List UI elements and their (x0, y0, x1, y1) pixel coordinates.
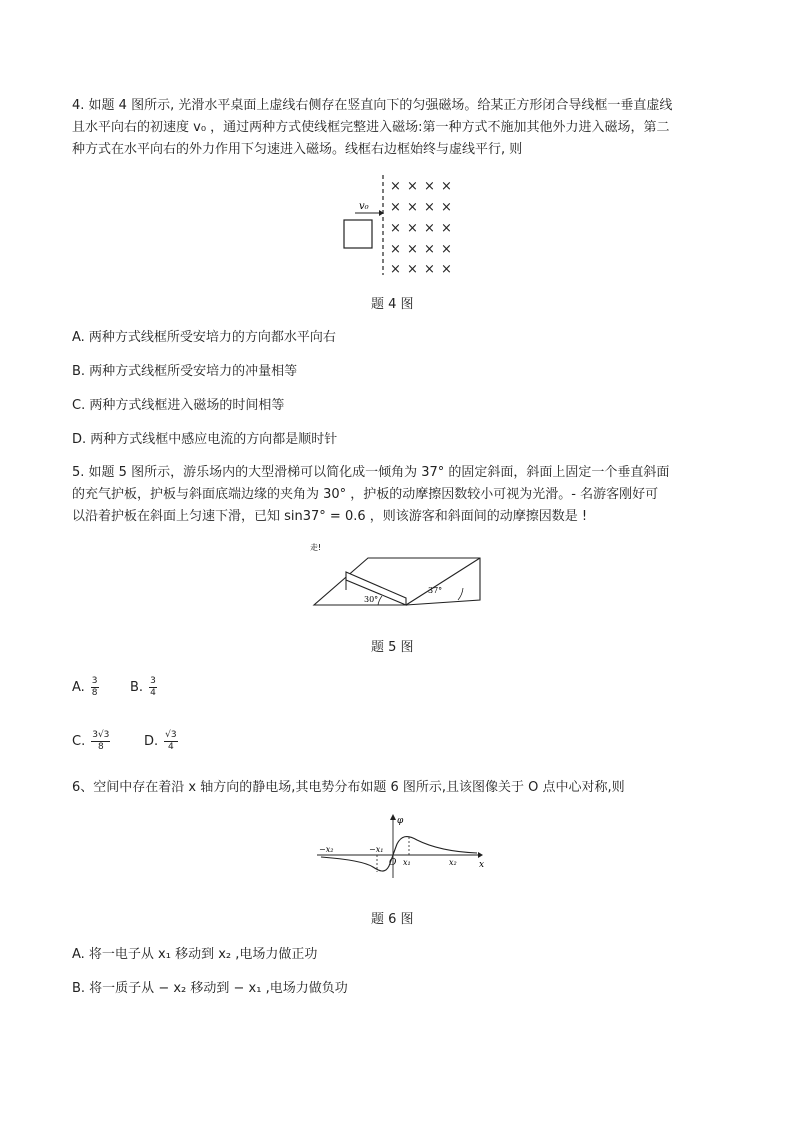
q4-line-1: 4. 如题 4 图所示, 光滑水平桌面上虚线右侧存在竖直向下的匀强磁场。给某正方形闭合导线框一垂直虚线 (72, 98, 673, 113)
x-label: x (479, 860, 485, 870)
numerator: 3 (91, 676, 98, 686)
option-letter: B. (130, 680, 144, 695)
svg-text:×: × (424, 262, 435, 277)
fraction-a (91, 676, 99, 699)
q4-line-2: 且水平向右的初速度 v₀ ，通过两种方式使线框完整进入磁场:第一种方式不施加其他外力进入磁场，第二 (72, 120, 670, 135)
q5-caption: 题 5 图 (371, 640, 414, 655)
q6-line-1: 6、空间中存在着沿 x 轴方向的静电场,其电势分布如题 6 图所示,且该图像关于 O 点中心对称,则 (72, 780, 625, 795)
q6-caption: 题 6 图 (371, 912, 414, 927)
fraction-b (149, 676, 157, 699)
q5-line-1: 5. 如题 5 图所示，游乐场内的大型滑梯可以简化成一倾角为 37° 的固定斜面，斜面上固定一个垂直斜面 (72, 465, 670, 480)
neg-x2-label: −x₂ (319, 845, 334, 854)
x1-label: x₁ (403, 858, 411, 867)
q5-line-3: 以沿着护板在斜面上匀速下滑，已知 sin37° = 0.6 ，则该游客和斜面间的动摩擦因数是 ! (72, 509, 588, 524)
q6-figure (313, 812, 485, 882)
svg-text:×: × (407, 221, 418, 236)
svg-text:×: × (390, 221, 401, 236)
q5-figure (308, 538, 488, 613)
velocity-label: v₀ (359, 201, 369, 212)
svg-text:×: × (424, 242, 435, 257)
q4-option-a[interactable]: A. 两种方式线框所受安培力的方向都水平向右 (72, 330, 336, 345)
angle-arc-30 (378, 596, 382, 605)
angle-label-30: 30° (364, 595, 379, 604)
svg-text:×: × (441, 200, 452, 215)
phi-label: φ (397, 816, 404, 826)
angle-arc-37 (458, 588, 463, 600)
svg-text:×: × (407, 262, 418, 277)
q5-line-2: 的充气护板，护板与斜面底端边缘的夹角为 30° ，护板的动摩擦因数较小可视为光滑。- 名游客刚好可 (72, 487, 659, 502)
fraction-c (91, 730, 110, 753)
q4-option-b[interactable]: B. 两种方式线框所受安培力的冲量相等 (72, 364, 298, 379)
svg-text:×: × (390, 262, 401, 277)
q4-figure (335, 170, 460, 280)
neg-x1-label: −x₁ (369, 845, 384, 854)
numerator: √3 (165, 730, 177, 740)
q4-line-3: 种方式在水平向右的外力作用下匀速进入磁场。线框右边框始终与虚线平行, 则 (72, 142, 523, 157)
x-axis-arrowhead (478, 852, 483, 858)
numerator: 3√3 (92, 730, 110, 740)
q5-option-a[interactable] (72, 676, 99, 699)
option-letter: D. (144, 734, 159, 749)
svg-text:×: × (407, 242, 418, 257)
figure-corner-mark: 走! (310, 543, 322, 552)
svg-text:×: × (424, 179, 435, 194)
option-letter: A. (72, 680, 85, 695)
svg-text:×: × (441, 262, 452, 277)
svg-text:×: × (407, 200, 418, 215)
option-letter: C. (72, 734, 86, 749)
svg-text:×: × (424, 200, 435, 215)
q5-option-b[interactable] (130, 676, 157, 699)
q4-option-d[interactable]: D. 两种方式线框中感应电流的方向都是顺时针 (72, 432, 338, 447)
denominator: 4 (150, 688, 156, 698)
fraction-d (164, 730, 177, 753)
denominator: 8 (91, 688, 98, 698)
svg-text:×: × (441, 179, 452, 194)
angle-label-37: 37° (428, 586, 443, 595)
phi-axis-arrowhead (390, 814, 396, 820)
square-loop (344, 220, 372, 248)
numerator: 3 (150, 676, 156, 686)
q4-option-c[interactable]: C. 两种方式线框进入磁场的时间相等 (72, 398, 285, 413)
svg-text:×: × (407, 179, 418, 194)
q6-option-a[interactable]: A. 将一电子从 x₁ 移动到 x₂ ,电场力做正功 (72, 947, 318, 962)
svg-text:×: × (390, 179, 401, 194)
denominator: 8 (97, 742, 104, 752)
q5-option-d[interactable] (144, 730, 178, 753)
denominator: 4 (168, 742, 174, 752)
q6-option-b[interactable]: B. 将一质子从 − x₂ 移动到 − x₁ ,电场力做负功 (72, 981, 348, 996)
x2-label: x₂ (449, 858, 457, 867)
svg-text:×: × (390, 200, 401, 215)
q4-caption: 题 4 图 (371, 297, 414, 312)
origin-label: O (389, 858, 397, 868)
svg-text:×: × (441, 242, 452, 257)
q5-option-c[interactable] (72, 730, 110, 753)
svg-text:×: × (424, 221, 435, 236)
svg-text:×: × (441, 221, 452, 236)
svg-text:×: × (390, 242, 401, 257)
magnetic-field-crosses (390, 179, 452, 277)
incline-edge (406, 558, 480, 605)
